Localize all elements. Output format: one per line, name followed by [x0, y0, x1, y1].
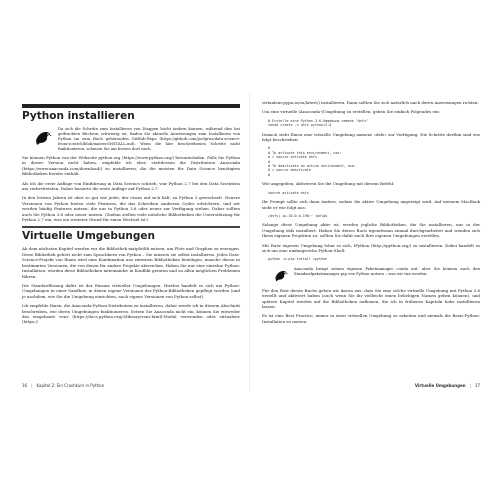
paragraph: Mit Ihrer eigenen Umgebung lohnt es sich, IPython (http://ipython.org/) zu installieren. Dabei handelt es sich um eine umfangreiche Python-Shell: [262, 242, 480, 253]
right-page [250, 0, 500, 500]
code-block: # # To activate this environment, use: # > source activate dsfs # # To deactivate an active environment, use: # > source deactivate # [268, 146, 356, 177]
paragraph: Ab dem nächsten Kapitel werden wir die Bibliothek matplotlib nutzen, um Plots und Graphen zu erzeugen. Diese Bibliothek gehört nicht zum Sprachkern von Python – Sie müssen sie selbst installieren. Jedes Data-Science-Projekt von Ihnen wird eine Kombination aus externen Bibliotheken benötigen, manche davon in bestimmten Versionen, die von denen für andere Projekte abweichen. Haben Sie nur eine einzelne Python-Installation, würden diese Bibliotheken miteinander in Konflikt geraten und zu allen möglichen Problemen führen. [22, 246, 240, 279]
paragraph: Ihr Prompt sollte sich dann ändern, sodass die aktive Umgebung angezeigt wird. Auf meinem MacBook sieht er wie folgt aus: [262, 199, 480, 210]
code-block: source activate dsfs [268, 190, 309, 195]
note-text: Da sich die Schritte zum Installieren von Diagpen leicht ändern können, während dies bei gedruckten Büchern schwierig ist, finden Sie aktuelle Anweisungen zum Installieren von Python im zum Buch gehörenden GitHub-Repo (https://github.com/joelgrus/data-science-from-scratch/blob/master/INSTALL.md). Wenn die hier beschriebenen Schritte nicht funktionieren, schauen Sie am besten dort nach. [58, 126, 240, 151]
section-title: Virtuelle Umgebungen [414, 383, 466, 388]
paragraph: Wie angegeben, aktivieren Sie die Umgebung mit diesem Befehl: [262, 181, 395, 187]
page-footer [262, 383, 480, 388]
bird-icon [32, 126, 54, 148]
paragraph: Sie können Python von der Webseite python.org (https://www.python.org/) herunterladen. Falls Sie Python in dieser Version nicht haben, empfehle ich eher, stattdessen die Distribution Anaconda (https://www.anaconda.com/download/) zu installieren, die die meisten für Data Science benötigten Bibliotheken bereits enthält. [22, 155, 240, 177]
note-text: Anaconda bringt seinen eigenen Paketmanager conda mit, aber Sie können auch den Standardpaketmanager pip von Python nutzen – was wir tun werden. [294, 265, 480, 276]
page-number: 17 [474, 383, 480, 388]
code-block: python -m pip install ipython [268, 257, 328, 262]
chapter-title: Kapitel 2: Ein Crashkurs in Python [36, 383, 105, 388]
paragraph: virtualenv.pypa.io/en/latest/) installieren. Dann sollten Sie sich natürlich nach deren Anweisungen richten. [262, 100, 479, 105]
page-number: 16 [22, 383, 28, 388]
note-block [32, 126, 240, 151]
page-footer [22, 383, 240, 388]
footer-separator: | [31, 383, 33, 388]
paragraph: Die Standardlösung dafür ist der Einsatz virtueller Umgebungen. Hierbei handelt es sich um Python-Umgebungen in einer Sandbox, in denen eigene Versionen der Python-Bibliotheken gepflegt werden (und je nachdem, wie Sie die Umgebung einrichten, auch eigene Versionen von Python selbst). [22, 282, 240, 299]
section-heading-python-installieren: Python installieren [22, 104, 240, 122]
paragraph: Für den Rest dieses Buchs gehen wir davon aus, dass Sie eine solche virtuelle Umgebung mit Python 3.6 erstellt und aktiviert haben (auch wenn Sie ihr vielleicht einen beliebigen Namen geben können), und spätere Kapitel werden auf die Bibliotheken aufbauen, die ich in früheren Kapiteln habe installieren lassen. [262, 287, 480, 309]
code-block: # Erstelle eine Python-3.6-Umgebung namens "dsfs" conda create -n dsfs python=3.6 [268, 118, 369, 128]
paragraph: Es ist eine Best Practice, immer in einer virtuellen Umgebung zu arbeiten und niemals die Basis-Python-Installation zu nutzen. [262, 313, 480, 324]
footer-separator: | [469, 383, 471, 388]
paragraph: In den letzten Jahren ist aber so gut wie jeder, der etwas auf sich hält, zu Python 3 gewechselt. Neuere Versionen von Python bieten viele Features, die das Schreiben sauberen Codes erleichtern, und wir werden häufig Features nutzen, die nur in Python 3.6 oder neuer zur Verfügung stehen. Daher sollten auch Sie Python 3.6 oder neuer nutzen. (Zudem stellen viele nützliche Bibliotheken die Unterstützung für Python 2.7 ein, was ein weiterer Grund für einen Wechsel ist.) [22, 195, 240, 223]
paragraph: Um eine virtuelle (Anaconda-)Umgebung zu erstellen, geben Sie einfach Folgendes ein: [262, 109, 441, 115]
paragraph: Ich empfehle Ihnen, die Anaconda-Python-Distribution zu installieren, daher werde ich in diesem Abschnitt beschreiben, wie deren Umgebungen funktionieren. Setzen Sie Anaconda nicht ein, können Sie entweder das eingebaute venv (https://docs.python.org/3/library/venv.html)-Modul verwenden oder virtualenv (https:// [22, 303, 240, 325]
paragraph: Als ich die erste Auflage von Einführung in Data Science schrieb, war Python 2.7 bei den Data Scientists am verbreitetsten. Daher basierte die erste Auflage auf Python 2.7. [22, 180, 240, 192]
bird-icon [272, 266, 290, 284]
paragraph: Solange diese Umgebung aktiv ist, werden jegliche Bibliotheken, die Sie installieren, nur in der Umgebung dsfs installiert. Haben Sie dieses Buch irgendwann einmal durchgearbeitet und wenden sich Ihren eigenen Projekten zu, sollten Sie dafür auch Ihre eigenen Umgebungen erstellen. [262, 222, 480, 239]
section-heading-virtuelle-umgebungen: Virtuelle Umgebungen [22, 226, 240, 242]
paragraph: Danach steht Ihnen eine virtuelle Umgebung namens »dsfs« zur Verfügung. Die Schritte dorthin sind wie folgt beschrieben: [262, 131, 480, 143]
note-block [272, 266, 480, 284]
code-block: (dsfs) ip-10-0-0-198:~ joelg$ [268, 213, 328, 218]
